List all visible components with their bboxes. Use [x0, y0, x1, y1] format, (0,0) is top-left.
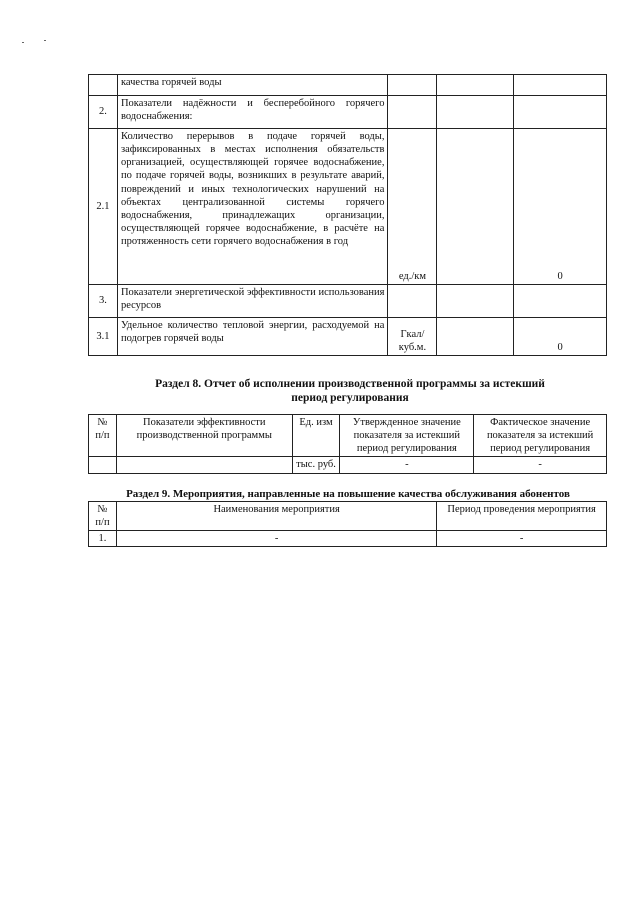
scan-speck [44, 40, 46, 41]
table-row: 2.1 Количество перерывов в подаче горячей воды, зафиксированных в местах исполнения обязательств организацией, осуществляющей горячее водоснабжение, по подаче горячей воды, возникших в результате аварий, повреждений и иных технологических нарушений на объектах централизованной системы горячего водоснабжения, принадлежащих организации, осуществляющей горячее водоснабжение, в расчёте на протяженность сети горячего водоснабжения в год ед./км 0 [89, 129, 607, 285]
section9-table [88, 501, 607, 547]
table-row: 3. Показатели энергетической эффективности использования ресурсов [89, 285, 607, 318]
indicator-text: Удельное количество тепловой энергии, расходуемой на подогрев горячей воды [117, 318, 387, 356]
col-header-name: Наименования мероприятия [116, 502, 436, 531]
col-header-num: № п/п [89, 415, 117, 457]
indicator-text: Показатели энергетической эффективности использования ресурсов [117, 285, 387, 318]
section8-title: Раздел 8. Отчет об исполнении производственной программы за истекший период регулирования [155, 378, 545, 405]
scan-speck [22, 42, 24, 43]
col-header-unit: Ед. изм [292, 415, 340, 457]
table-header-row [89, 415, 607, 457]
col-header-approved: Утвержденное значение показателя за истекший период регулирования [340, 415, 474, 457]
indicator-text: Показатели надёжности и бесперебойного горячего водоснабжения: [117, 96, 387, 129]
table-row: 3.1 Удельное количество тепловой энергии, расходуемой на подогрев горячей воды Гкал/ куб.м. 0 [89, 318, 607, 356]
table-row: 2. Показатели надёжности и бесперебойного горячего водоснабжения: [89, 96, 607, 129]
indicators-table [88, 74, 607, 356]
table-row [89, 75, 607, 96]
col-header-num: № п/п [89, 502, 117, 531]
table-header-row [89, 502, 607, 531]
col-header-actual: Фактическое значение показателя за истекший период регулирования [474, 415, 607, 457]
col-header-period: Период проведения мероприятия [437, 502, 607, 531]
indicator-text: качества горячей воды [117, 75, 387, 96]
col-header-indicator: Показатели эффективности производственной программы [116, 415, 292, 457]
indicator-text: Количество перерывов в подаче горячей воды, зафиксированных в местах исполнения обязательств организацией, осуществляющей горячее водоснабжение, по подаче горячей воды, возникших в результате аварий, повреждений и иных технологических нарушений на объектах централизованной системы горячего водоснабжения, принадлежащих организации, осуществляющей горячее водоснабжение, в расчёте на протяженность сети горячего водоснабжения в год [117, 129, 387, 285]
section9-title: Раздел 9. Мероприятия, направленные на повышение качества обслуживания абонентов [126, 488, 570, 500]
table-row: тыс. руб. - - [89, 457, 607, 473]
table-row: 1. - - [89, 531, 607, 547]
section8-table [88, 414, 607, 474]
